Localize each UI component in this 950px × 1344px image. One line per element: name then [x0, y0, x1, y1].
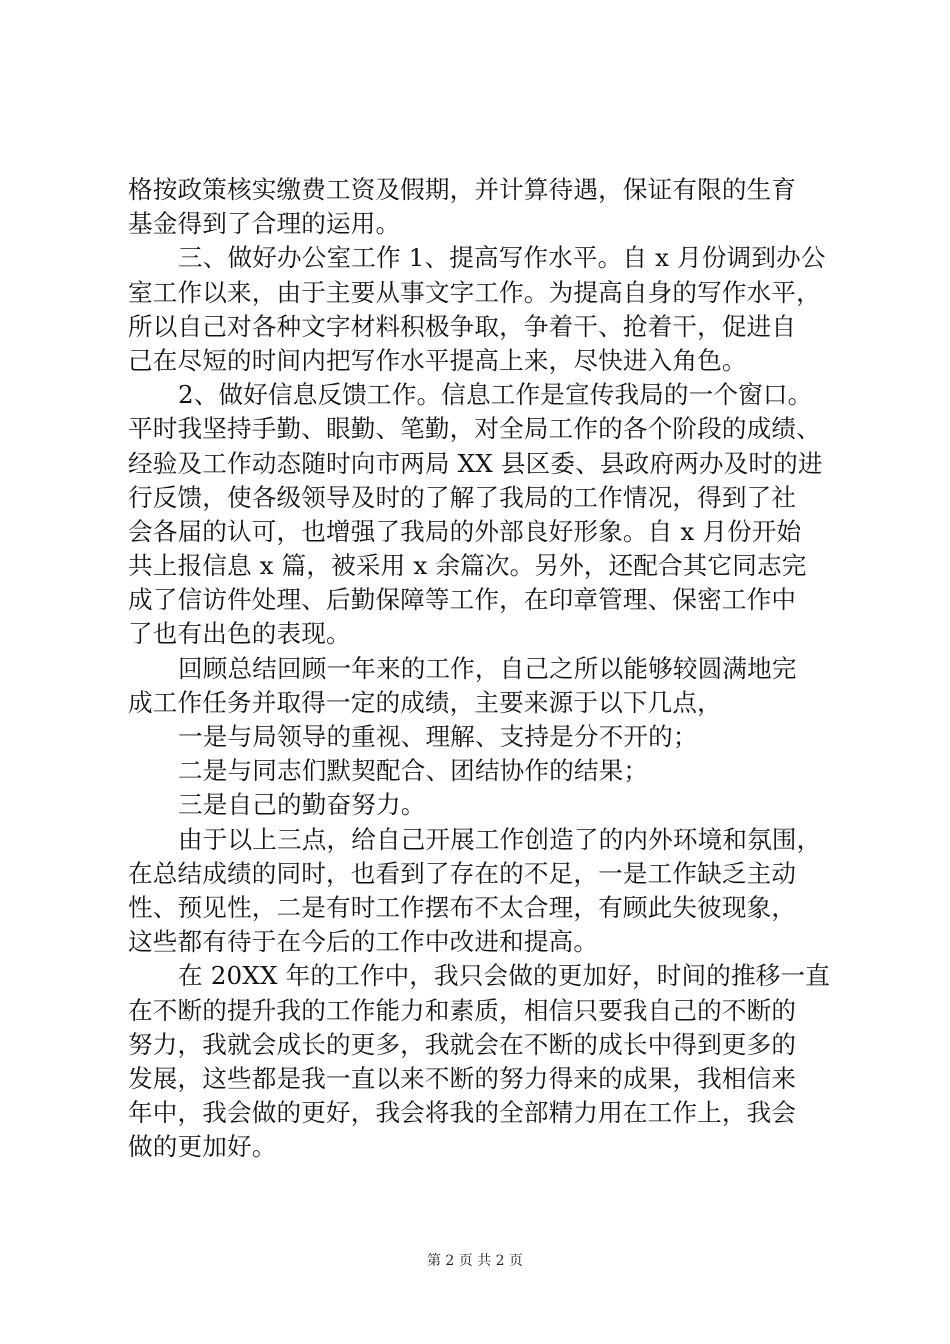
text-line: 性、预见性，二是有时工作摆布不太合理，有顾此失彼现象， [128, 892, 797, 922]
text-line: 做的更加好。 [128, 1132, 277, 1162]
text-line: 发展，这些都是我一直以来不断的努力得来的成果，我相信来 [128, 1063, 797, 1093]
text-line: 格按政策核实缴费工资及假期，并计算待遇，保证有限的生育 [128, 175, 797, 204]
paragraph-start: 由于以上三点，给自己开展工作创造了的内外环境和氛围， [178, 824, 822, 854]
text-line: 在总结成绩的同时，也看到了存在的不足，一是工作缺乏主动 [128, 858, 797, 888]
paragraph-start: 三、做好办公室工作 1、提高写作水平。自 x 月份调到办公 [178, 243, 826, 273]
text-line: 年中，我会做的更好，我会将我的全部精力用在工作上，我会 [128, 1098, 797, 1128]
text-line: 己在尽短的时间内把写作水平提高上来，尽快进入角色。 [128, 345, 747, 375]
text-line: 室工作以来，由于主要从事文字工作。为提高自身的写作水平， [128, 277, 821, 307]
text-line: 会各届的认可，也增强了我局的外部良好形象。自 x 月份开始 [128, 516, 802, 546]
paragraph-start: 一是与局领导的重视、理解、支持是分不开的； [178, 722, 698, 751]
text-line: 行反馈，使各级领导及时的了解了我局的工作情况，得到了社 [128, 482, 797, 512]
text-line: 在不断的提升我的工作能力和素质，相信只要我自己的不断的 [128, 995, 797, 1025]
text-line: 基金得到了合理的运用。 [128, 209, 401, 239]
page-footer: 第 2 页 共 2 页 [426, 1253, 524, 1269]
text-line: 努力，我就会成长的更多，我就会在不断的成长中得到更多的 [128, 1029, 797, 1059]
text-line: 平时我坚持手勤、眼勤、笔勤，对全局工作的各个阶段的成绩、 [128, 414, 821, 444]
text-line: 共上报信息 x 篇，被采用 x 余篇次。另外，还配合其它同志完 [128, 551, 807, 581]
text-line: 了也有出色的表现。 [128, 619, 351, 649]
text-line: 经验及工作动态随时向市两局 XX 县区委、县政府两办及时的进 [128, 448, 823, 478]
text-line: 所以自己对各种文字材料积极争取，争着干、抢着干，促进自 [128, 311, 797, 341]
paragraph-start: 三是自己的勤奋努力。 [178, 790, 426, 820]
text-line: 这些都有待于在今后的工作中改进和提高。 [128, 927, 599, 957]
paragraph-start: 2、做好信息反馈工作。信息工作是宣传我局的一个窗口。 [178, 380, 813, 410]
paragraph-start: 回顾总结回顾一年来的工作，自己之所以能够较圆满地完 [178, 653, 797, 683]
paragraph-start: 在 20XX 年的工作中，我只会做的更加好，时间的推移一直 [178, 961, 830, 991]
body-text [128, 173, 828, 1164]
paragraph-start: 二是与同志们默契配合、团结协作的结果； [178, 756, 649, 786]
text-line: 成了信访件处理、后勤保障等工作，在印章管理、保密工作中 [128, 585, 797, 615]
text-line: 成工作任务并取得一定的成绩，主要来源于以下几点， [128, 687, 722, 717]
